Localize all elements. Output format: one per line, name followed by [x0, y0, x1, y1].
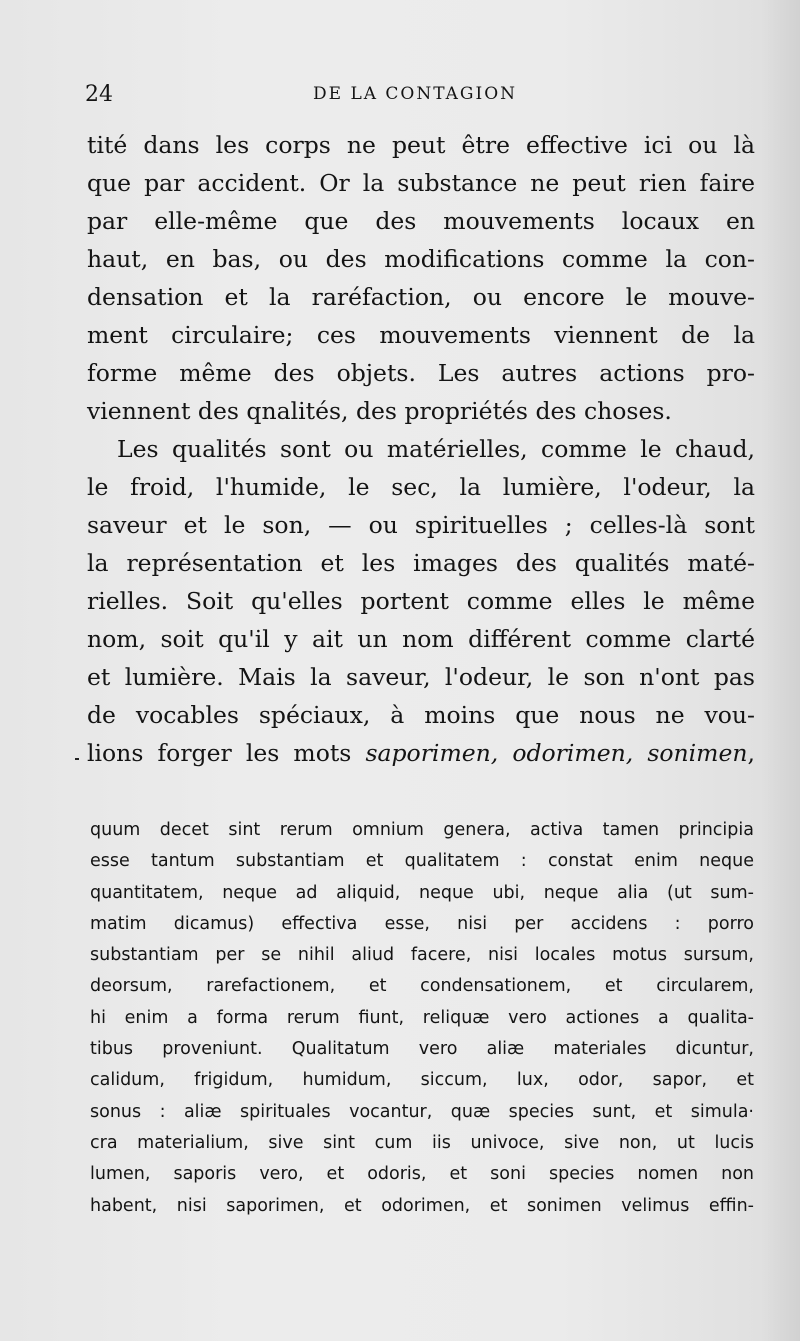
- footnote-line: hi enim a forma rerum fiunt, reliquæ vero actiones a qualita-: [90, 1007, 754, 1028]
- main-line: forme même des objets. Les autres actions pro-: [87, 359, 755, 387]
- italic-terms: saporimen, odorimen, sonimen: [365, 739, 748, 767]
- footnote-line: tibus proveniunt. Qualitatum vero aliæ materiales dicuntur,: [90, 1039, 754, 1060]
- main-line: le froid, l'humide, le sec, la lumière, l'odeur, la: [87, 473, 755, 501]
- footnote-line: deorsum, rarefactionem, et condensationem, et circularem,: [90, 976, 754, 997]
- main-line: et lumière. Mais la saveur, l'odeur, le son n'ont pas: [87, 663, 755, 691]
- footnote-line: cra materialium, sive sint cum iis univoce, sive non, ut lucis: [90, 1132, 754, 1153]
- main-line: haut, en bas, ou des modifications comme la con-: [87, 245, 755, 273]
- main-line: densation et la raréfaction, ou encore le mouve-: [87, 283, 755, 311]
- print-speck: [75, 758, 79, 760]
- main-text: [87, 126, 755, 772]
- main-line: viennent des qnalités, des propriétés des choses.: [87, 397, 672, 425]
- main-line: la représentation et les images des qualités maté-: [87, 549, 755, 577]
- main-line: nom, soit qu'il y ait un nom différent comme clarté: [87, 625, 755, 653]
- footnote-line: matim dicamus) effectiva esse, nisi per accidens : porro: [90, 913, 754, 934]
- main-line: que par accident. Or la substance ne peut rien faire: [87, 169, 755, 197]
- page-edge-shadow: [760, 0, 800, 1341]
- footnote-line: sonus : aliæ spirituales vocantur, quæ species sunt, et simula·: [90, 1101, 754, 1122]
- footnote-line: lumen, saporis vero, et odoris, et soni species nomen non: [90, 1164, 754, 1185]
- main-line: ment circulaire; ces mouvements viennent de la: [87, 321, 755, 349]
- main-line-prefix: lions forger les mots: [87, 739, 366, 767]
- main-line: tité dans les corps ne peut être effective ici ou là: [87, 131, 755, 159]
- page-header: [85, 78, 765, 108]
- main-line: Les qualités sont ou matérielles, comme le chaud,: [117, 435, 755, 463]
- main-line-suffix: ,: [747, 739, 755, 767]
- footnote-line: quantitatem, neque ad aliquid, neque ubi, neque alia (ut sum-: [90, 882, 754, 903]
- main-line: de vocables spéciaux, à moins que nous ne vou-: [87, 701, 755, 729]
- main-line: rielles. Soit qu'elles portent comme elles le même: [87, 587, 755, 615]
- footnote-line: habent, nisi saporimen, et odorimen, et sonimen velimus effin-: [90, 1195, 754, 1216]
- running-title: DE LA CONTAGION: [313, 84, 518, 104]
- main-line-last: [87, 734, 755, 772]
- footnote-line: calidum, frigidum, humidum, siccum, lux, odor, sapor, et: [90, 1070, 754, 1091]
- footnote-line: quum decet sint rerum omnium genera, activa tamen principia: [90, 820, 754, 840]
- footnote-line: esse tantum substantiam et qualitatem : constat enim neque: [90, 851, 754, 872]
- main-line: par elle-même que des mouvements locaux en: [87, 207, 755, 235]
- footnote-line: substantiam per se nihil aliud facere, nisi locales motus sursum,: [90, 945, 754, 966]
- footnote-text: [90, 815, 754, 1222]
- main-line: saveur et le son, — ou spirituelles ; celles-là sont: [87, 511, 755, 539]
- page-number: 24: [85, 82, 113, 107]
